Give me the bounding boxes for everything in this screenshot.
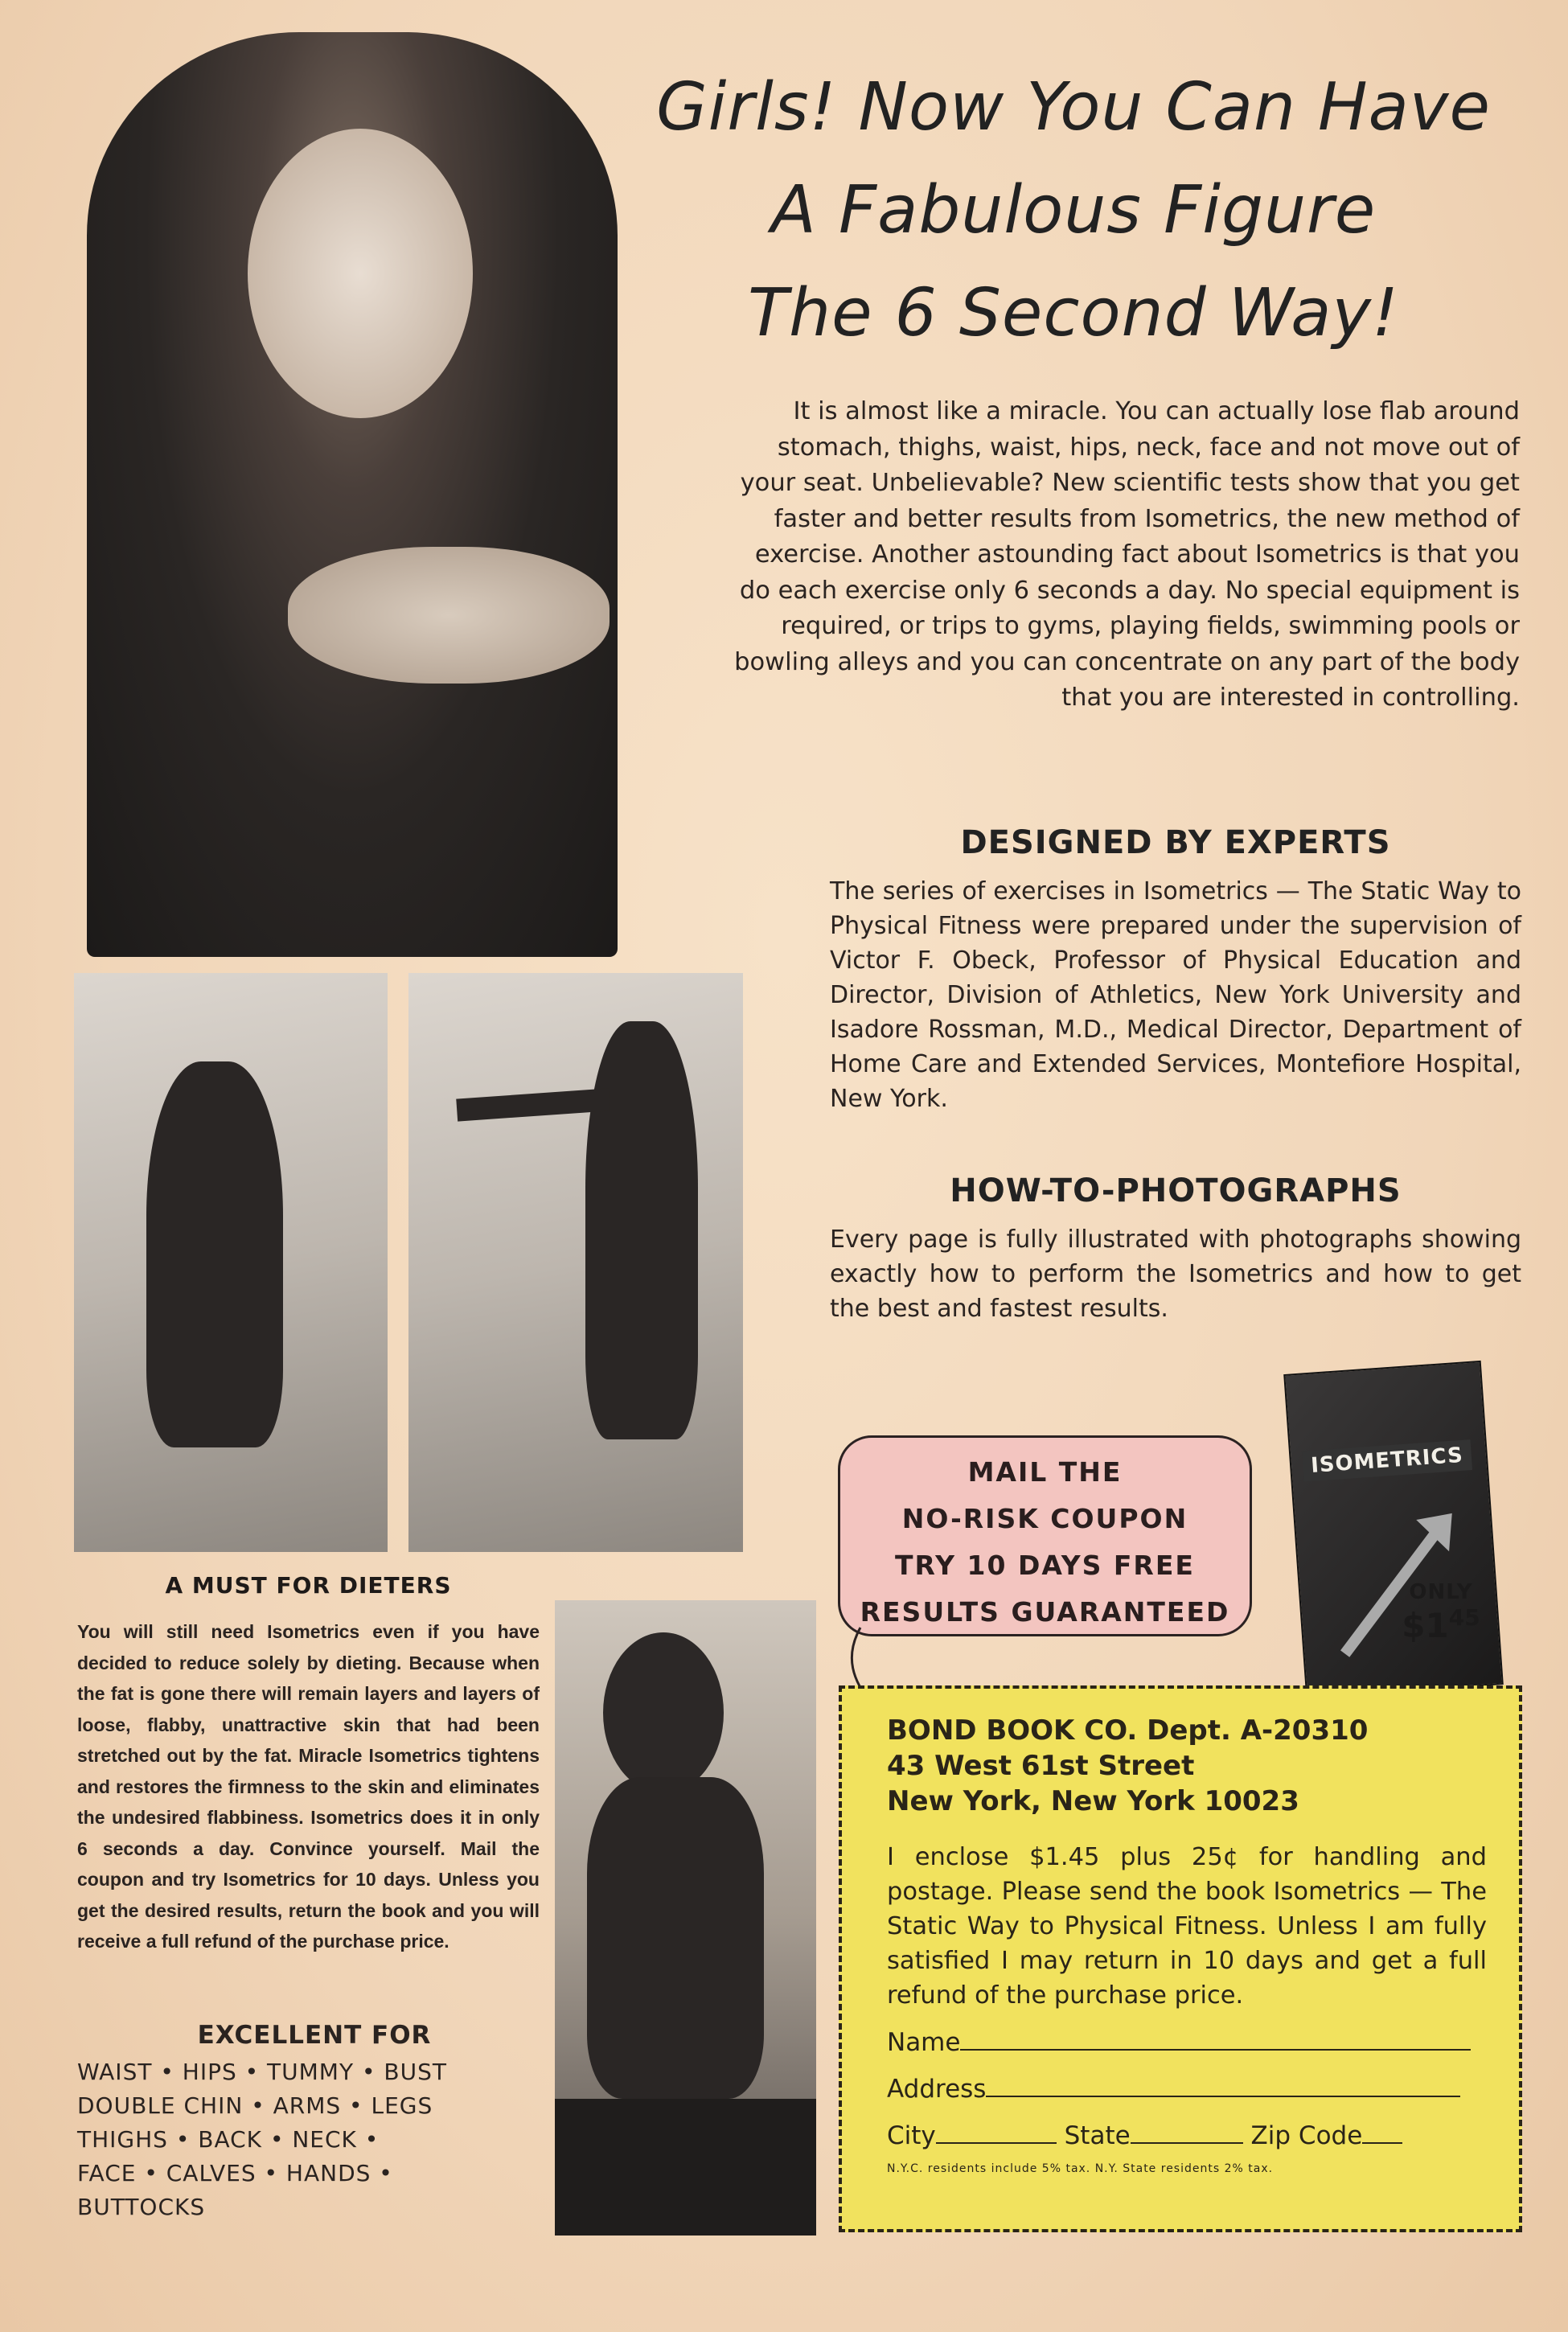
book-title: ISOMETRICS — [1302, 1439, 1472, 1482]
designed-heading: DESIGNED BY EXPERTS — [960, 824, 1391, 861]
headline-line-1: Girls! Now You Can Have — [656, 69, 1491, 146]
dieters-body: You will still need Isometrics even if you have decided to reduce solely by dieting. Because when the fat is gone there will remain layers and layers of loose, flabby, unattractive skin that had been stretched out by the fat. Miracle Isometrics tightens and restores the firmness to the skin and eliminates the undesired flabbiness. Isometrics does it in only 6 seconds a day. Convince yourself. Mail the coupon and try Isometrics for 10 days. Unless you get the desired results, return the book and you will receive a full refund of the purchase price. — [77, 1621, 540, 1952]
excellent-line-2: DOUBLE CHIN • ARMS • LEGS — [77, 2092, 433, 2119]
state-label: State — [1064, 2121, 1131, 2150]
excellent-line-3: THIGHS • BACK • NECK • — [77, 2126, 380, 2153]
price-dollars: $1 — [1402, 1606, 1449, 1645]
designed-body: The series of exercises in Isometrics — The Static Way to Physical Fitness were prepared under the supervision of Victor F. Obeck, Professor of Physical Education and Director, Division of Athletics, New York University and Isadore Rossman, M.D., Medical Director, Department of Home Care and Extended Services, Montefiore Hospital, New York. — [830, 877, 1521, 1113]
coupon-callout-bubble — [838, 1435, 1252, 1636]
coupon-address-line-2: 43 West 61st Street — [887, 1750, 1195, 1782]
excellent-line-1: WAIST • HIPS • TUMMY • BUST — [77, 2059, 447, 2085]
headline — [611, 56, 1536, 365]
intro-paragraph: It is almost like a miracle. You can actually lose flab around stomach, thighs, waist, hips, neck, face and not move out of your seat. Unbelievable? New scientific tests show that you get faster and better results from Isometrics, the new method of exercise. Another astounding fact about Isometrics is that you do each exercise only 6 seconds a day. No special equipment is required, or trips to gyms, playing fields, swimming pools or bowling alleys and you can concentrate on any part of the body that you are interested in controlling. — [734, 397, 1520, 712]
excellent-line-5: BUTTOCKS — [77, 2194, 206, 2220]
excellent-for-list — [77, 2018, 527, 2224]
howto-body: Every page is fully illustrated with photographs showing exactly how to perform the Isometrics and how to get the best and fastest results. — [830, 1226, 1521, 1323]
address-label: Address — [887, 2075, 987, 2104]
headline-line-2: A Fabulous Figure — [770, 172, 1377, 248]
coupon-address-line-1: BOND BOOK CO. Dept. A-20310 — [887, 1714, 1369, 1747]
dieters-section — [77, 1572, 540, 1957]
bubble-line-4: RESULTS GUARANTEED — [860, 1596, 1230, 1628]
price-tag — [1385, 1580, 1497, 1645]
excellent-line-4: FACE • CALVES • HANDS • — [77, 2160, 393, 2186]
photo-seated-stretch — [555, 1600, 816, 2236]
isometrics-book-cover — [1283, 1361, 1504, 1698]
price-only-label: ONLY — [1409, 1580, 1473, 1604]
howto-section — [830, 1172, 1521, 1326]
designed-section — [830, 824, 1521, 1116]
bubble-line-1: MAIL THE — [967, 1456, 1123, 1488]
price-cents: 45 — [1448, 1604, 1480, 1631]
coupon-city-state-zip-field[interactable] — [887, 2112, 1487, 2159]
photo-doorway-exercise — [74, 973, 388, 1552]
zip-label: Zip Code — [1250, 2121, 1363, 2150]
photo-wall-push-exercise — [408, 973, 743, 1552]
coupon-name-field[interactable] — [887, 2019, 1487, 2066]
coupon-order-text: I enclose $1.45 plus 25¢ for handling and postage. Please send the book Isometrics — The Static Way to Physical Fitness. Unless I am fully satisfied I may return in 10 days and get a full refund of the purchase price. — [887, 1843, 1487, 2010]
coupon-address-line-3: New York, New York 10023 — [887, 1785, 1299, 1817]
excellent-heading: EXCELLENT FOR — [197, 2021, 432, 2050]
howto-heading: HOW-TO-PHOTOGRAPHS — [950, 1172, 1402, 1209]
coupon-address-field[interactable] — [887, 2066, 1487, 2112]
bubble-line-3: TRY 10 DAYS FREE — [895, 1550, 1195, 1581]
photo-girl-smiling — [87, 32, 618, 957]
order-coupon[interactable] — [839, 1685, 1522, 2232]
name-label: Name — [887, 2028, 961, 2057]
city-label: City — [887, 2121, 936, 2150]
bubble-line-2: NO-RISK COUPON — [901, 1503, 1188, 1534]
headline-line-3: The 6 Second Way! — [748, 275, 1399, 351]
dieters-heading: A MUST FOR DIETERS — [165, 1572, 452, 1599]
coupon-tax-note: N.Y.C. residents include 5% tax. N.Y. State residents 2% tax. — [887, 2162, 1274, 2175]
